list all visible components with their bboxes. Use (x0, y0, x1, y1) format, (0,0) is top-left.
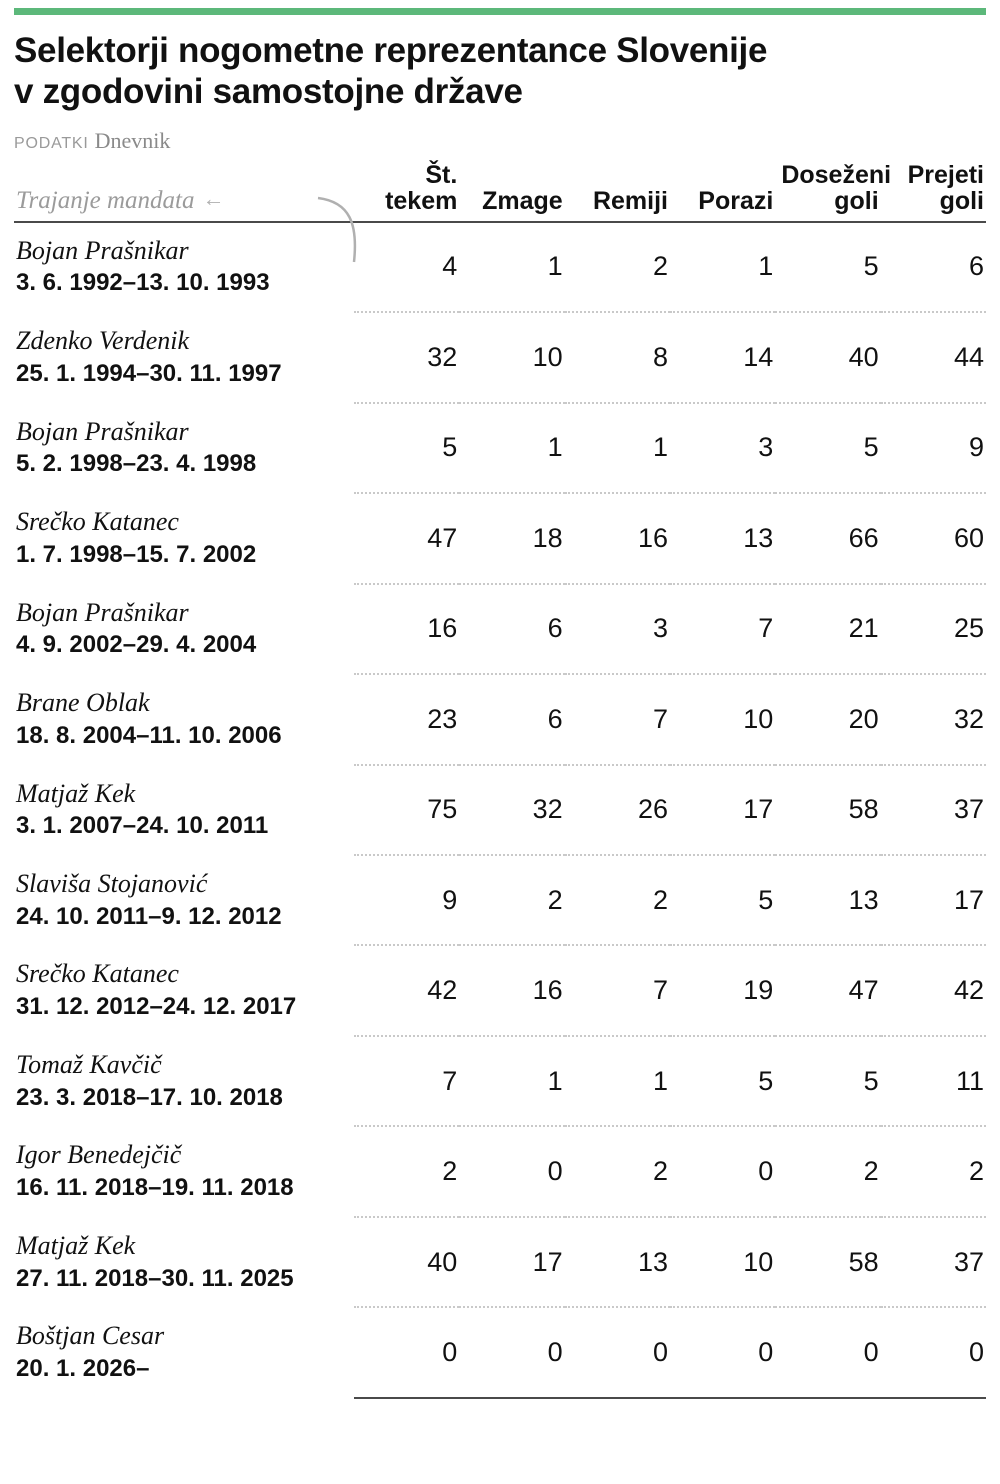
coach-cell (14, 584, 354, 674)
cell-wins: 10 (459, 312, 564, 402)
coach-name: Brane Oblak (16, 688, 150, 718)
cell-matches: 9 (354, 855, 459, 945)
cell-matches: 23 (354, 674, 459, 764)
source-name: Dnevnik (94, 128, 171, 154)
cell-wins: 0 (459, 1126, 564, 1216)
column-header-goals-against-line1: Prejeti (907, 161, 984, 190)
coach-cell (14, 1217, 354, 1307)
cell-matches: 2 (354, 1126, 459, 1216)
cell-goals-for: 58 (775, 765, 880, 855)
cell-goals-for: 0 (775, 1307, 880, 1397)
table-row (14, 222, 986, 312)
cell-draws: 7 (565, 674, 670, 764)
cell-wins: 6 (459, 584, 564, 674)
cell-draws: 16 (565, 493, 670, 583)
cell-losses: 7 (670, 584, 775, 674)
coach-cell (14, 674, 354, 764)
cell-goals-for: 5 (775, 1036, 880, 1126)
cell-draws: 2 (565, 222, 670, 312)
coach-term: 3. 6. 1992–13. 10. 1993 (16, 269, 270, 297)
cell-goals-for: 66 (775, 493, 880, 583)
table-row (14, 312, 986, 402)
column-header-goals-for-line2: goli (834, 187, 879, 216)
cell-wins: 16 (459, 945, 564, 1035)
cell-matches: 4 (354, 222, 459, 312)
cell-goals-against: 37 (881, 765, 986, 855)
table-row (14, 1217, 986, 1307)
cell-goals-against: 9 (881, 403, 986, 493)
cell-goals-against: 42 (881, 945, 986, 1035)
cell-wins: 1 (459, 403, 564, 493)
coach-cell (14, 222, 354, 312)
cell-matches: 7 (354, 1036, 459, 1126)
cell-goals-against: 44 (881, 312, 986, 402)
table-row (14, 945, 986, 1035)
coach-term: 23. 3. 2018–17. 10. 2018 (16, 1083, 283, 1111)
accent-rule (14, 8, 986, 15)
column-header-matches-line2: tekem (385, 187, 458, 216)
table-row (14, 674, 986, 764)
page-title (14, 31, 986, 112)
cell-goals-for: 21 (775, 584, 880, 674)
arrow-left-icon: ← (202, 185, 225, 211)
coach-name: Slaviša Stojanović (16, 868, 208, 898)
cell-wins: 18 (459, 493, 564, 583)
coach-term: 3. 1. 2007–24. 10. 2011 (16, 812, 269, 840)
cell-losses: 1 (670, 222, 775, 312)
cell-matches: 16 (354, 584, 459, 674)
cell-goals-against: 6 (881, 222, 986, 312)
coach-name: Matjaž Kek (16, 778, 136, 808)
cell-draws: 26 (565, 765, 670, 855)
column-header-matches (354, 162, 459, 222)
column-header-goals-against-line2: goli (939, 187, 984, 216)
column-header-goals-for-line1: Doseženi (781, 161, 892, 190)
table-head (14, 162, 986, 222)
cell-wins: 1 (459, 1036, 564, 1126)
coach-cell (14, 1036, 354, 1126)
column-header-matches-line1: Št. (425, 161, 458, 190)
selectors-table (14, 162, 986, 1399)
table-row (14, 584, 986, 674)
source-credit (14, 128, 986, 154)
cell-goals-against: 2 (881, 1126, 986, 1216)
cell-goals-for: 40 (775, 312, 880, 402)
coach-cell (14, 765, 354, 855)
row-header-label-cell (14, 162, 354, 222)
cell-goals-against: 11 (881, 1036, 986, 1126)
source-label: PODATKI (14, 135, 89, 153)
coach-name: Matjaž Kek (16, 1230, 136, 1260)
column-header-losses (670, 162, 775, 222)
coach-name: Bojan Prašnikar (16, 416, 189, 446)
cell-matches: 47 (354, 493, 459, 583)
coach-name: Igor Benedejčič (16, 1140, 182, 1170)
coach-name: Bojan Prašnikar (16, 235, 189, 265)
cell-draws: 8 (565, 312, 670, 402)
cell-losses: 14 (670, 312, 775, 402)
coach-cell (14, 855, 354, 945)
page-title-line-2: v zgodovini samostojne države (14, 71, 523, 111)
cell-matches: 40 (354, 1217, 459, 1307)
cell-draws: 2 (565, 1126, 670, 1216)
coach-cell (14, 1126, 354, 1216)
cell-goals-for: 47 (775, 945, 880, 1035)
cell-losses: 10 (670, 674, 775, 764)
cell-goals-for: 58 (775, 1217, 880, 1307)
coach-term: 5. 2. 1998–23. 4. 1998 (16, 450, 257, 478)
coach-cell (14, 1307, 354, 1397)
cell-losses: 3 (670, 403, 775, 493)
coach-cell (14, 493, 354, 583)
cell-losses: 10 (670, 1217, 775, 1307)
coach-name: Bojan Prašnikar (16, 597, 189, 627)
cell-draws: 1 (565, 1036, 670, 1126)
coach-term: 1. 7. 1998–15. 7. 2002 (16, 540, 257, 568)
cell-wins: 1 (459, 222, 564, 312)
table-row (14, 1307, 986, 1397)
coach-term: 25. 1. 1994–30. 11. 1997 (16, 359, 282, 387)
column-header-losses-line2: Porazi (698, 187, 774, 216)
column-header-draws (565, 162, 670, 222)
cell-losses: 5 (670, 1036, 775, 1126)
table-row (14, 855, 986, 945)
cell-goals-for: 2 (775, 1126, 880, 1216)
coach-cell (14, 312, 354, 402)
coach-name: Tomaž Kavčič (16, 1049, 162, 1079)
table-row (14, 1126, 986, 1216)
cell-draws: 7 (565, 945, 670, 1035)
coach-cell (14, 945, 354, 1035)
cell-goals-against: 0 (881, 1307, 986, 1397)
coach-name: Zdenko Verdenik (16, 326, 190, 356)
cell-goals-against: 25 (881, 584, 986, 674)
coach-term: 4. 9. 2002–29. 4. 2004 (16, 631, 257, 659)
cell-goals-for: 5 (775, 222, 880, 312)
coach-term: 18. 8. 2004–11. 10. 2006 (16, 721, 282, 749)
cell-matches: 5 (354, 403, 459, 493)
cell-goals-against: 17 (881, 855, 986, 945)
cell-losses: 5 (670, 855, 775, 945)
coach-name: Srečko Katanec (16, 959, 179, 989)
cell-matches: 0 (354, 1307, 459, 1397)
cell-draws: 1 (565, 403, 670, 493)
cell-goals-for: 20 (775, 674, 880, 764)
cell-losses: 19 (670, 945, 775, 1035)
coach-name: Srečko Katanec (16, 507, 179, 537)
table-row (14, 1036, 986, 1126)
coach-term: 24. 10. 2011–9. 12. 2012 (16, 902, 282, 930)
cell-goals-against: 60 (881, 493, 986, 583)
column-header-goals-against (881, 162, 986, 222)
coach-term: 16. 11. 2018–19. 11. 2018 (16, 1174, 294, 1202)
table-body (14, 222, 986, 1398)
row-header-label: Trajanje mandata (16, 186, 195, 214)
table-row (14, 493, 986, 583)
column-header-goals-for (775, 161, 892, 222)
table-row (14, 765, 986, 855)
coach-cell (14, 403, 354, 493)
cell-draws: 2 (565, 855, 670, 945)
cell-wins: 0 (459, 1307, 564, 1397)
cell-matches: 32 (354, 312, 459, 402)
cell-losses: 0 (670, 1307, 775, 1397)
cell-wins: 17 (459, 1217, 564, 1307)
column-header-wins (459, 162, 564, 222)
coach-term: 31. 12. 2012–24. 12. 2017 (16, 993, 297, 1021)
column-header-draws-line2: Remiji (592, 187, 668, 216)
coach-term: 27. 11. 2018–30. 11. 2025 (16, 1264, 294, 1292)
cell-goals-for: 5 (775, 403, 880, 493)
cell-losses: 13 (670, 493, 775, 583)
table-row (14, 403, 986, 493)
cell-draws: 3 (565, 584, 670, 674)
table-header-row (14, 162, 986, 222)
cell-draws: 13 (565, 1217, 670, 1307)
cell-matches: 42 (354, 945, 459, 1035)
coach-term: 20. 1. 2026– (16, 1354, 150, 1382)
cell-goals-against: 37 (881, 1217, 986, 1307)
coach-name: Boštjan Cesar (16, 1321, 165, 1351)
page-title-line-1: Selektorji nogometne reprezentance Slovenije (14, 31, 768, 70)
cell-goals-against: 32 (881, 674, 986, 764)
cell-wins: 2 (459, 855, 564, 945)
column-header-wins-line2: Zmage (482, 187, 563, 216)
infographic-page (0, 8, 1000, 1484)
cell-losses: 0 (670, 1126, 775, 1216)
cell-losses: 17 (670, 765, 775, 855)
cell-matches: 75 (354, 765, 459, 855)
cell-wins: 6 (459, 674, 564, 764)
cell-wins: 32 (459, 765, 564, 855)
cell-goals-for: 13 (775, 855, 880, 945)
cell-draws: 0 (565, 1307, 670, 1397)
